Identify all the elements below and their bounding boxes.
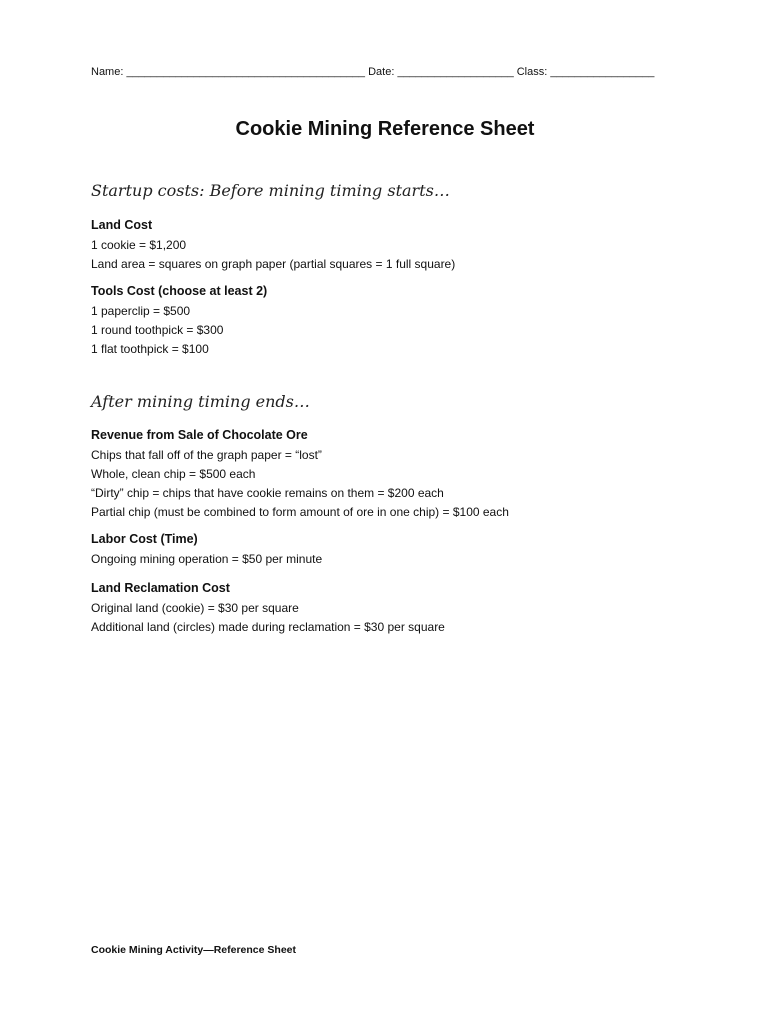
cost-line: 1 cookie = $1,200 bbox=[91, 238, 187, 252]
page-title: Cookie Mining Reference Sheet bbox=[235, 118, 535, 140]
revenue-line: Partial chip (must be combined to form amount of ore in one chip) = $100 each bbox=[91, 505, 509, 519]
page-footer: Cookie Mining Activity—Reference Sheet bbox=[91, 944, 296, 956]
revenue-line: Whole, clean chip = $500 each bbox=[91, 467, 256, 481]
cost-line: Original land (cookie) = $30 per square bbox=[91, 601, 299, 615]
section-heading-after-mining: After mining timing ends… bbox=[91, 392, 310, 411]
subsection-title: Labor Cost (Time) bbox=[91, 532, 198, 546]
subsection-labor-cost bbox=[91, 530, 322, 569]
cost-line: 1 round toothpick = $300 bbox=[91, 323, 224, 337]
cost-line: 1 paperclip = $500 bbox=[91, 304, 191, 318]
subsection-title: Revenue from Sale of Chocolate Ore bbox=[91, 428, 308, 442]
subsection-revenue bbox=[91, 426, 509, 522]
section-heading-startup-costs: Startup costs: Before mining timing starts… bbox=[91, 181, 450, 200]
revenue-line: “Dirty” chip = chips that have cookie remains on them = $200 each bbox=[91, 486, 444, 500]
subsection-land-cost bbox=[91, 216, 455, 274]
cost-line: Ongoing mining operation = $50 per minute bbox=[91, 552, 323, 566]
cost-line: 1 flat toothpick = $100 bbox=[91, 342, 209, 356]
student-info-line: Name: _______________________________________ Date: ___________________ Class: _________________ bbox=[91, 66, 655, 78]
cost-line: Land area = squares on graph paper (partial squares = 1 full square) bbox=[91, 257, 456, 271]
subsection-tools-cost bbox=[91, 282, 267, 359]
cost-line: Additional land (circles) made during reclamation = $30 per square bbox=[91, 620, 445, 634]
subsection-land-reclamation bbox=[91, 579, 445, 637]
subsection-title: Tools Cost (choose at least 2) bbox=[91, 284, 268, 298]
subsection-title: Land Cost bbox=[91, 218, 153, 232]
subsection-title: Land Reclamation Cost bbox=[91, 581, 230, 595]
revenue-line: Chips that fall off of the graph paper = “lost” bbox=[91, 448, 322, 462]
